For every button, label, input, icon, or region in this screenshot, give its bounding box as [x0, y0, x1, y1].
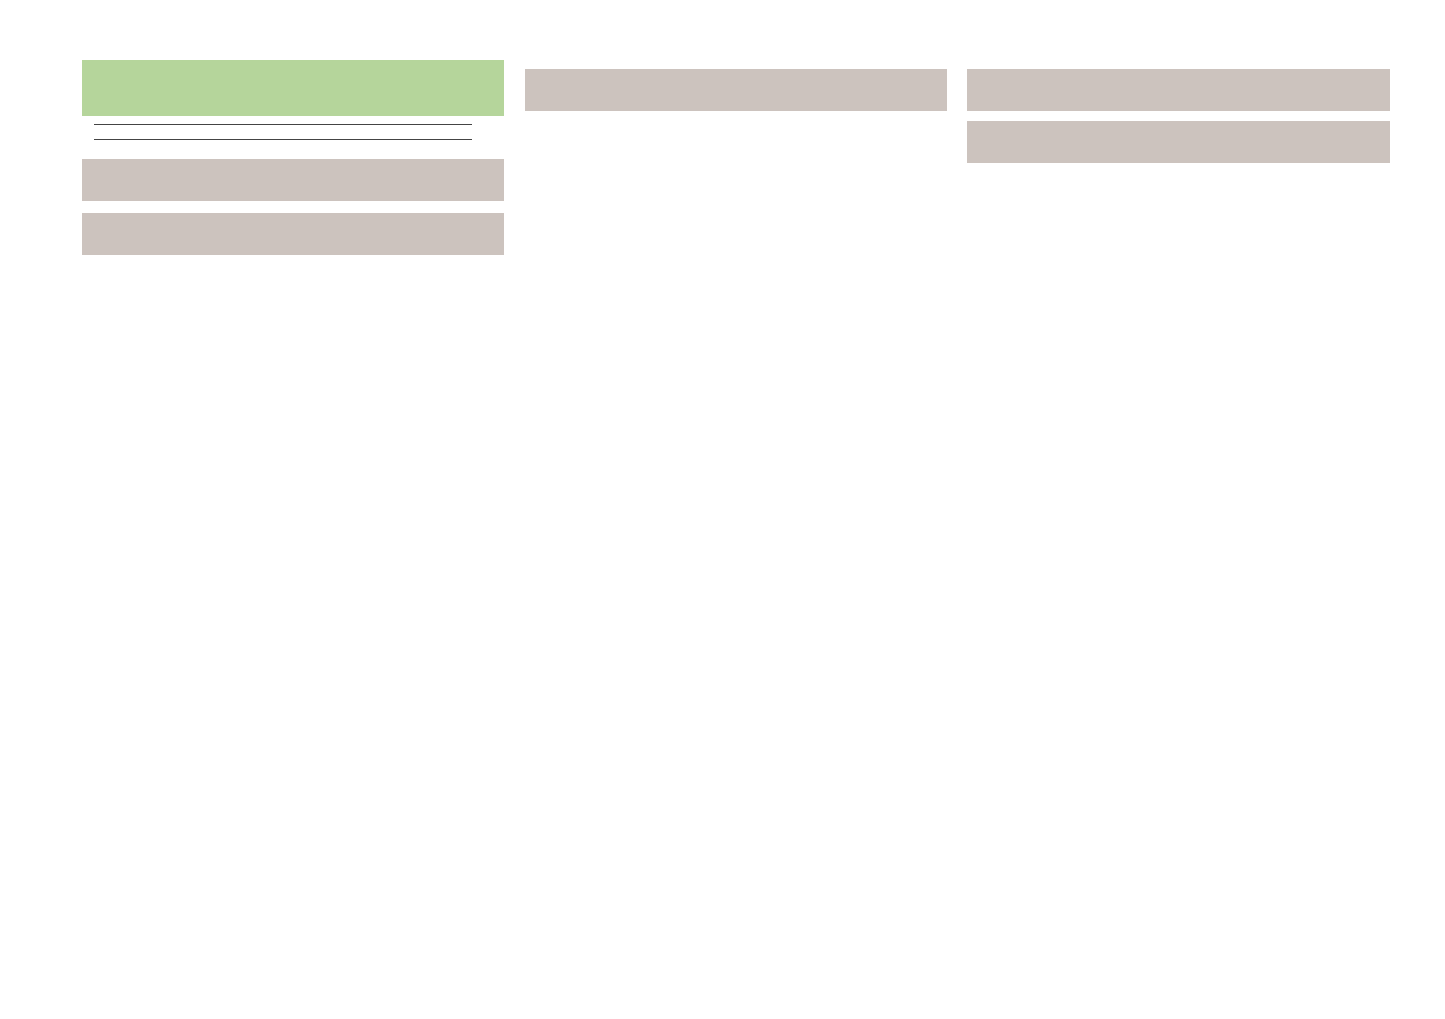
toc-entry-mobility[interactable]	[82, 139, 504, 145]
toc-entry-warranty[interactable]	[82, 124, 504, 130]
leader-line	[94, 124, 472, 125]
section-banner-bedienung[interactable]	[82, 213, 504, 255]
section-banner-sicherheit[interactable]	[967, 69, 1390, 111]
section-banner-fahren[interactable]	[525, 69, 947, 111]
section-banner-abbreviations[interactable]	[82, 159, 504, 201]
section-banner-betriebshinweise[interactable]	[967, 121, 1390, 163]
toc-title	[82, 60, 504, 116]
toc-column-3	[967, 60, 1390, 173]
toc-column-1	[82, 60, 504, 265]
leader-line	[94, 139, 472, 140]
toc-column-2	[525, 60, 947, 121]
